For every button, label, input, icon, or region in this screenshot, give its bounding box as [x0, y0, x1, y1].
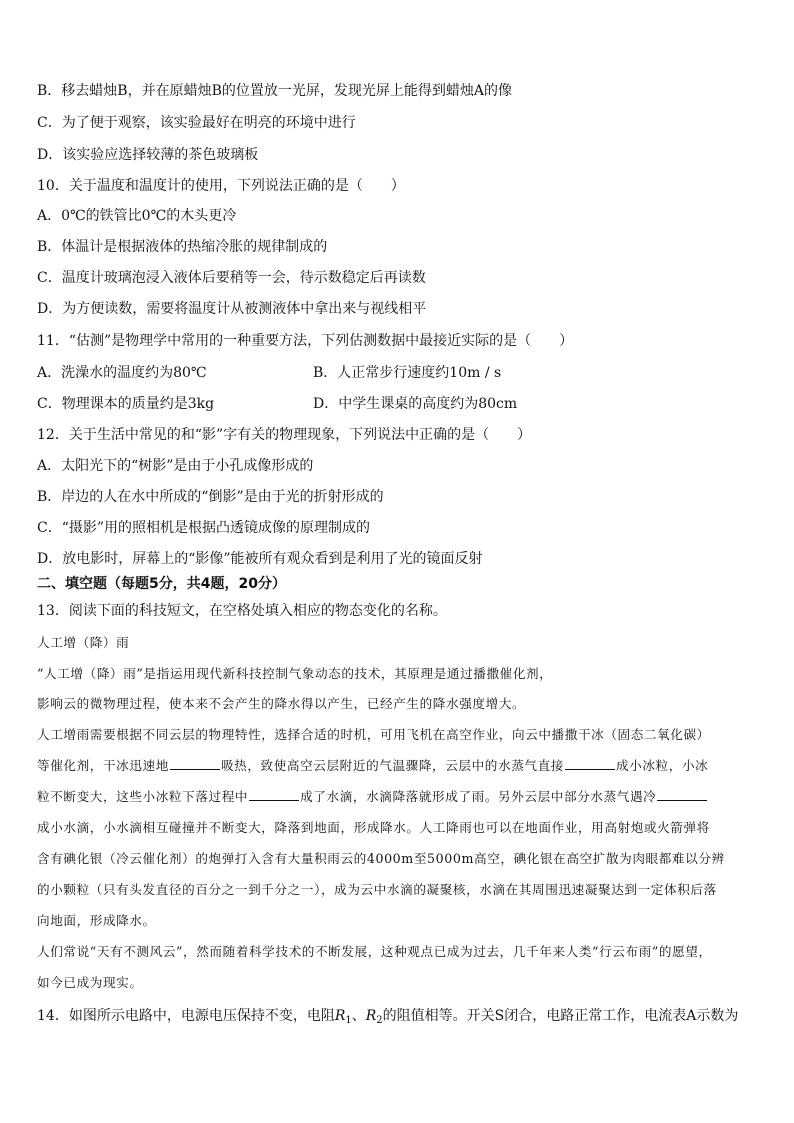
q12-stem: 12．关于生活中常见的和“影”字有关的物理现象，下列说法中正确的是（ ） [37, 427, 532, 443]
q13-passage-line: 如今已成为现实。 [37, 975, 143, 990]
q11-options-row-1 [37, 363, 737, 383]
q11-options-row-2 [37, 394, 737, 414]
q13-passage-line: 人们常说“天有不测风云”，然而随着科学技术的不断发展，这种观点已成为过去，几千年来人类“行云布雨”的愿望， [37, 944, 712, 959]
resistor-r2-symbol: R [365, 1008, 377, 1024]
q13-passage-line: 人工增雨需要根据不同云层的物理特性，选择合适的时机，可用飞机在高空作业，向云中播撒干冰（固态二氧化碳） [37, 727, 710, 742]
q13-passage-title: 人工增（降）雨 [37, 635, 130, 650]
q10-option-a: A．0℃的铁管比0℃的木头更冷 [37, 208, 237, 224]
q11-option-a: A．洗澡水的温度约为80℃ [37, 365, 207, 381]
q13-blank-1[interactable] [170, 756, 220, 770]
q13-passage-line: 含有碘化银（冷云催化剂）的炮弹打入含有大量积雨云的4000m至5000m高空，碘化银在高空扩散为肉眼都难以分辨 [37, 851, 725, 866]
q9-option-b: B．移去蜡烛B，并在原蜡烛B的位置放一光屏，发现光屏上能得到蜡烛A的像 [37, 83, 512, 99]
q13-blank-2[interactable] [565, 756, 615, 770]
q13-passage-line: 影响云的微物理过程，使本来不会产生的降水得以产生，已经产生的降水强度增大。 [37, 696, 526, 711]
q10-option-b: B．体温计是根据液体的热缩冷胀的规律制成的 [37, 239, 328, 255]
q9-option-c: C．为了便于观察，该实验最好在明亮的环境中进行 [37, 115, 356, 131]
q12-option-b: B．岸边的人在水中所成的“倒影”是由于光的折射形成的 [37, 489, 384, 505]
q10-option-c: C．温度计玻璃泡浸入液体后要稍等一会，待示数稳定后再读数 [37, 270, 426, 286]
q13-blank-4[interactable] [657, 787, 707, 801]
section-heading-fill-in: 二、填空题（每题5分，共4题，20分） [37, 576, 286, 592]
q13-passage-line: 粒不断变大，这些小冰粒下落过程中 成了水滴，水滴降落就形成了雨。另外云层中部分水蒸气遇冷 [37, 787, 708, 807]
q14-stem: 14．如图所示电路中，电源电压保持不变，电阻$R_1$、$R_2$的阻值相等。开关S闭合，电路正常工作，电流表A示数为 [37, 1008, 739, 1026]
q10-option-d: D．为方便读数，需要将温度计从被测液体中拿出来与视线相平 [37, 301, 427, 317]
resistor-r1-symbol: R [334, 1008, 346, 1024]
q11-stem: 11．“估测”是物理学中常用的一种重要方法，下列估测数据中最接近实际的是（ ） [37, 333, 574, 349]
q12-option-c: C．“摄影”用的照相机是根据凸透镜成像的原理制成的 [37, 520, 371, 536]
q11-option-c: C．物理课本的质量约是3kg [37, 396, 215, 412]
q11-option-d: D．中学生课桌的高度约为80cm [313, 396, 518, 412]
q13-blank-3[interactable] [249, 787, 299, 801]
q13-passage-line: 的小颗粒（只有头发直径的百分之一到千分之一），成为云中水滴的凝聚核，水滴在其周围迅速凝聚达到一定体积后落 [37, 882, 717, 897]
q13-stem: 13．阅读下面的科技短文，在空格处填入相应的物态变化的名称。 [37, 603, 447, 619]
q13-passage-line: 成小水滴，小水滴相互碰撞并不断变大，降落到地面，形成降水。人工降雨也可以在地面作业，用高射炮或火箭弹将 [37, 820, 710, 835]
q13-passage-line: 等催化剂，干冰迅速地 吸热，致使高空云层附近的气温骤降，云层中的水蒸气直接 成小冰粒，小冰 [37, 758, 709, 773]
q11-option-b: B．人正常步行速度约10m / s [313, 365, 502, 381]
q10-stem: 10．关于温度和温度计的使用，下列说法正确的是（ ） [37, 178, 405, 194]
q13-passage-line: “人工增（降）雨”是指运用现代新科技控制气象动态的技术，其原理是通过播撒催化剂， [37, 666, 553, 681]
q13-passage-line: 向地面，形成降水。 [37, 913, 156, 928]
q9-option-d: D．该实验应选择较薄的茶色玻璃板 [37, 147, 259, 163]
q12-option-a: A．太阳光下的“树影”是由于小孔成像形成的 [37, 458, 314, 474]
q12-option-d: D．放电影时，屏幕上的“影像”能被所有观众看到是利用了光的镜面反射 [37, 551, 483, 567]
